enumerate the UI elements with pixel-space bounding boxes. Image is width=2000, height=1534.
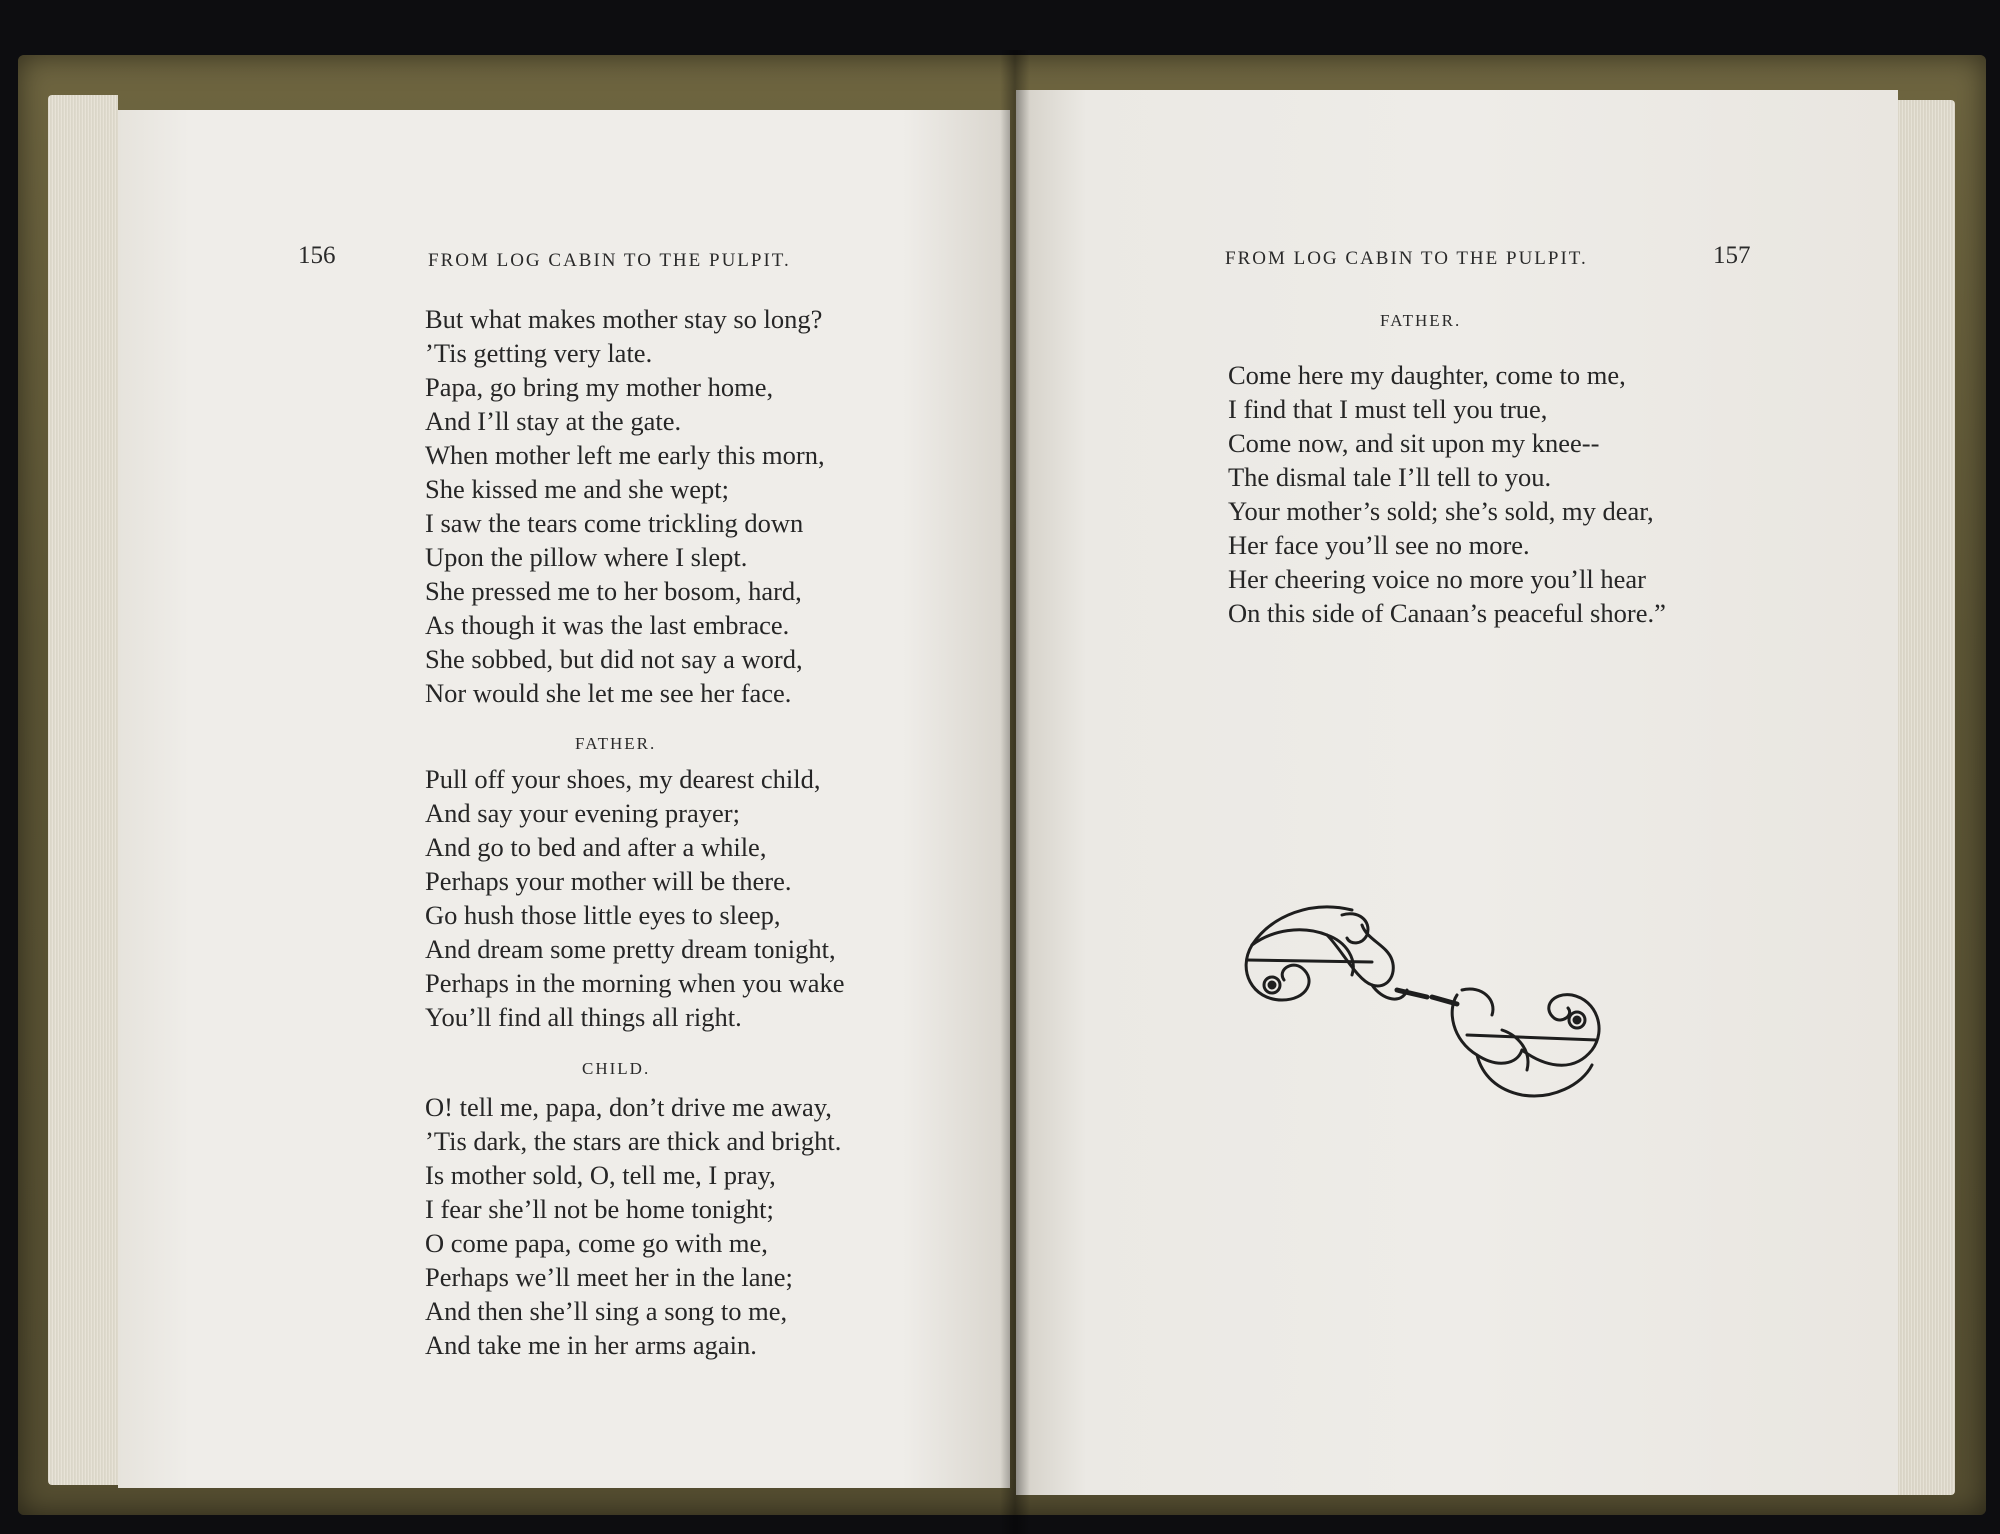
page-number-left: 156 [298,242,336,269]
verse-line: And I’ll stay at the gate. [425,406,682,436]
verse-line: Go hush those little eyes to sleep, [425,900,781,930]
verse-line: Perhaps we’ll meet her in the lane; [425,1262,793,1292]
book-gutter [1000,50,1030,1534]
page-edges-right [1895,100,1955,1495]
verse-line: Papa, go bring my mother home, [425,372,774,402]
verse-line: You’ll find all things all right. [425,1002,742,1032]
verse-line: Come now, and sit upon my knee-- [1228,428,1600,458]
verse-line: And go to bed and after a while, [425,832,767,862]
verse-line: Perhaps your mother will be there. [425,866,792,896]
verse-line: And say your evening prayer; [425,798,740,828]
scroll-ornament-icon [1232,890,1612,1110]
verse-line: She kissed me and she wept; [425,474,729,504]
verse-line: O come papa, come go with me, [425,1228,768,1258]
stanza-father-left [425,762,845,1034]
verse-line: ’Tis dark, the stars are thick and bright. [425,1126,842,1156]
page-edges-left [48,95,118,1485]
running-head-right: FROM LOG CABIN TO THE PULPIT. [1225,248,1588,269]
section-heading-father-left: FATHER. [575,734,657,753]
verse-line: Come here my daughter, come to me, [1228,360,1626,390]
page-number-right: 157 [1713,242,1751,269]
verse-line: Your mother’s sold; she’s sold, my dear, [1228,496,1654,526]
verse-line: Nor would she let me see her face. [425,678,792,708]
verse-line: Pull off your shoes, my dearest child, [425,764,821,794]
verse-line: As though it was the last embrace. [425,610,790,640]
stanza-father-right [1228,358,1666,630]
verse-line: I fear she’ll not be home tonight; [425,1194,774,1224]
verse-line: On this side of Canaan’s peaceful shore.” [1228,598,1666,628]
stanza-child-1 [425,302,825,710]
verse-line: ’Tis getting very late. [425,338,653,368]
verse-line: Her cheering voice no more you’ll hear [1228,564,1646,594]
verse-line: Perhaps in the morning when you wake [425,968,845,998]
verse-line: She pressed me to her bosom, hard, [425,576,802,606]
verse-line: Is mother sold, O, tell me, I pray, [425,1160,776,1190]
verse-line: The dismal tale I’ll tell to you. [1228,462,1552,492]
verse-line: Upon the pillow where I slept. [425,542,748,572]
verse-line: When mother left me early this morn, [425,440,825,470]
running-head-left: FROM LOG CABIN TO THE PULPIT. [428,250,791,271]
verse-line: And then she’ll sing a song to me, [425,1296,788,1326]
verse-line: She sobbed, but did not say a word, [425,644,803,674]
verse-line: I saw the tears come trickling down [425,508,804,538]
verse-line: But what makes mother stay so long? [425,304,823,334]
verse-line: Her face you’ll see no more. [1228,530,1530,560]
verse-line: O! tell me, papa, don’t drive me away, [425,1092,832,1122]
verse-line: And take me in her arms again. [425,1330,757,1360]
verse-line: And dream some pretty dream tonight, [425,934,836,964]
stanza-child-2 [425,1090,841,1362]
section-heading-child: CHILD. [582,1059,651,1078]
verse-line: I find that I must tell you true, [1228,394,1548,424]
right-page [1016,90,1898,1495]
section-heading-father-right: FATHER. [1380,311,1462,330]
